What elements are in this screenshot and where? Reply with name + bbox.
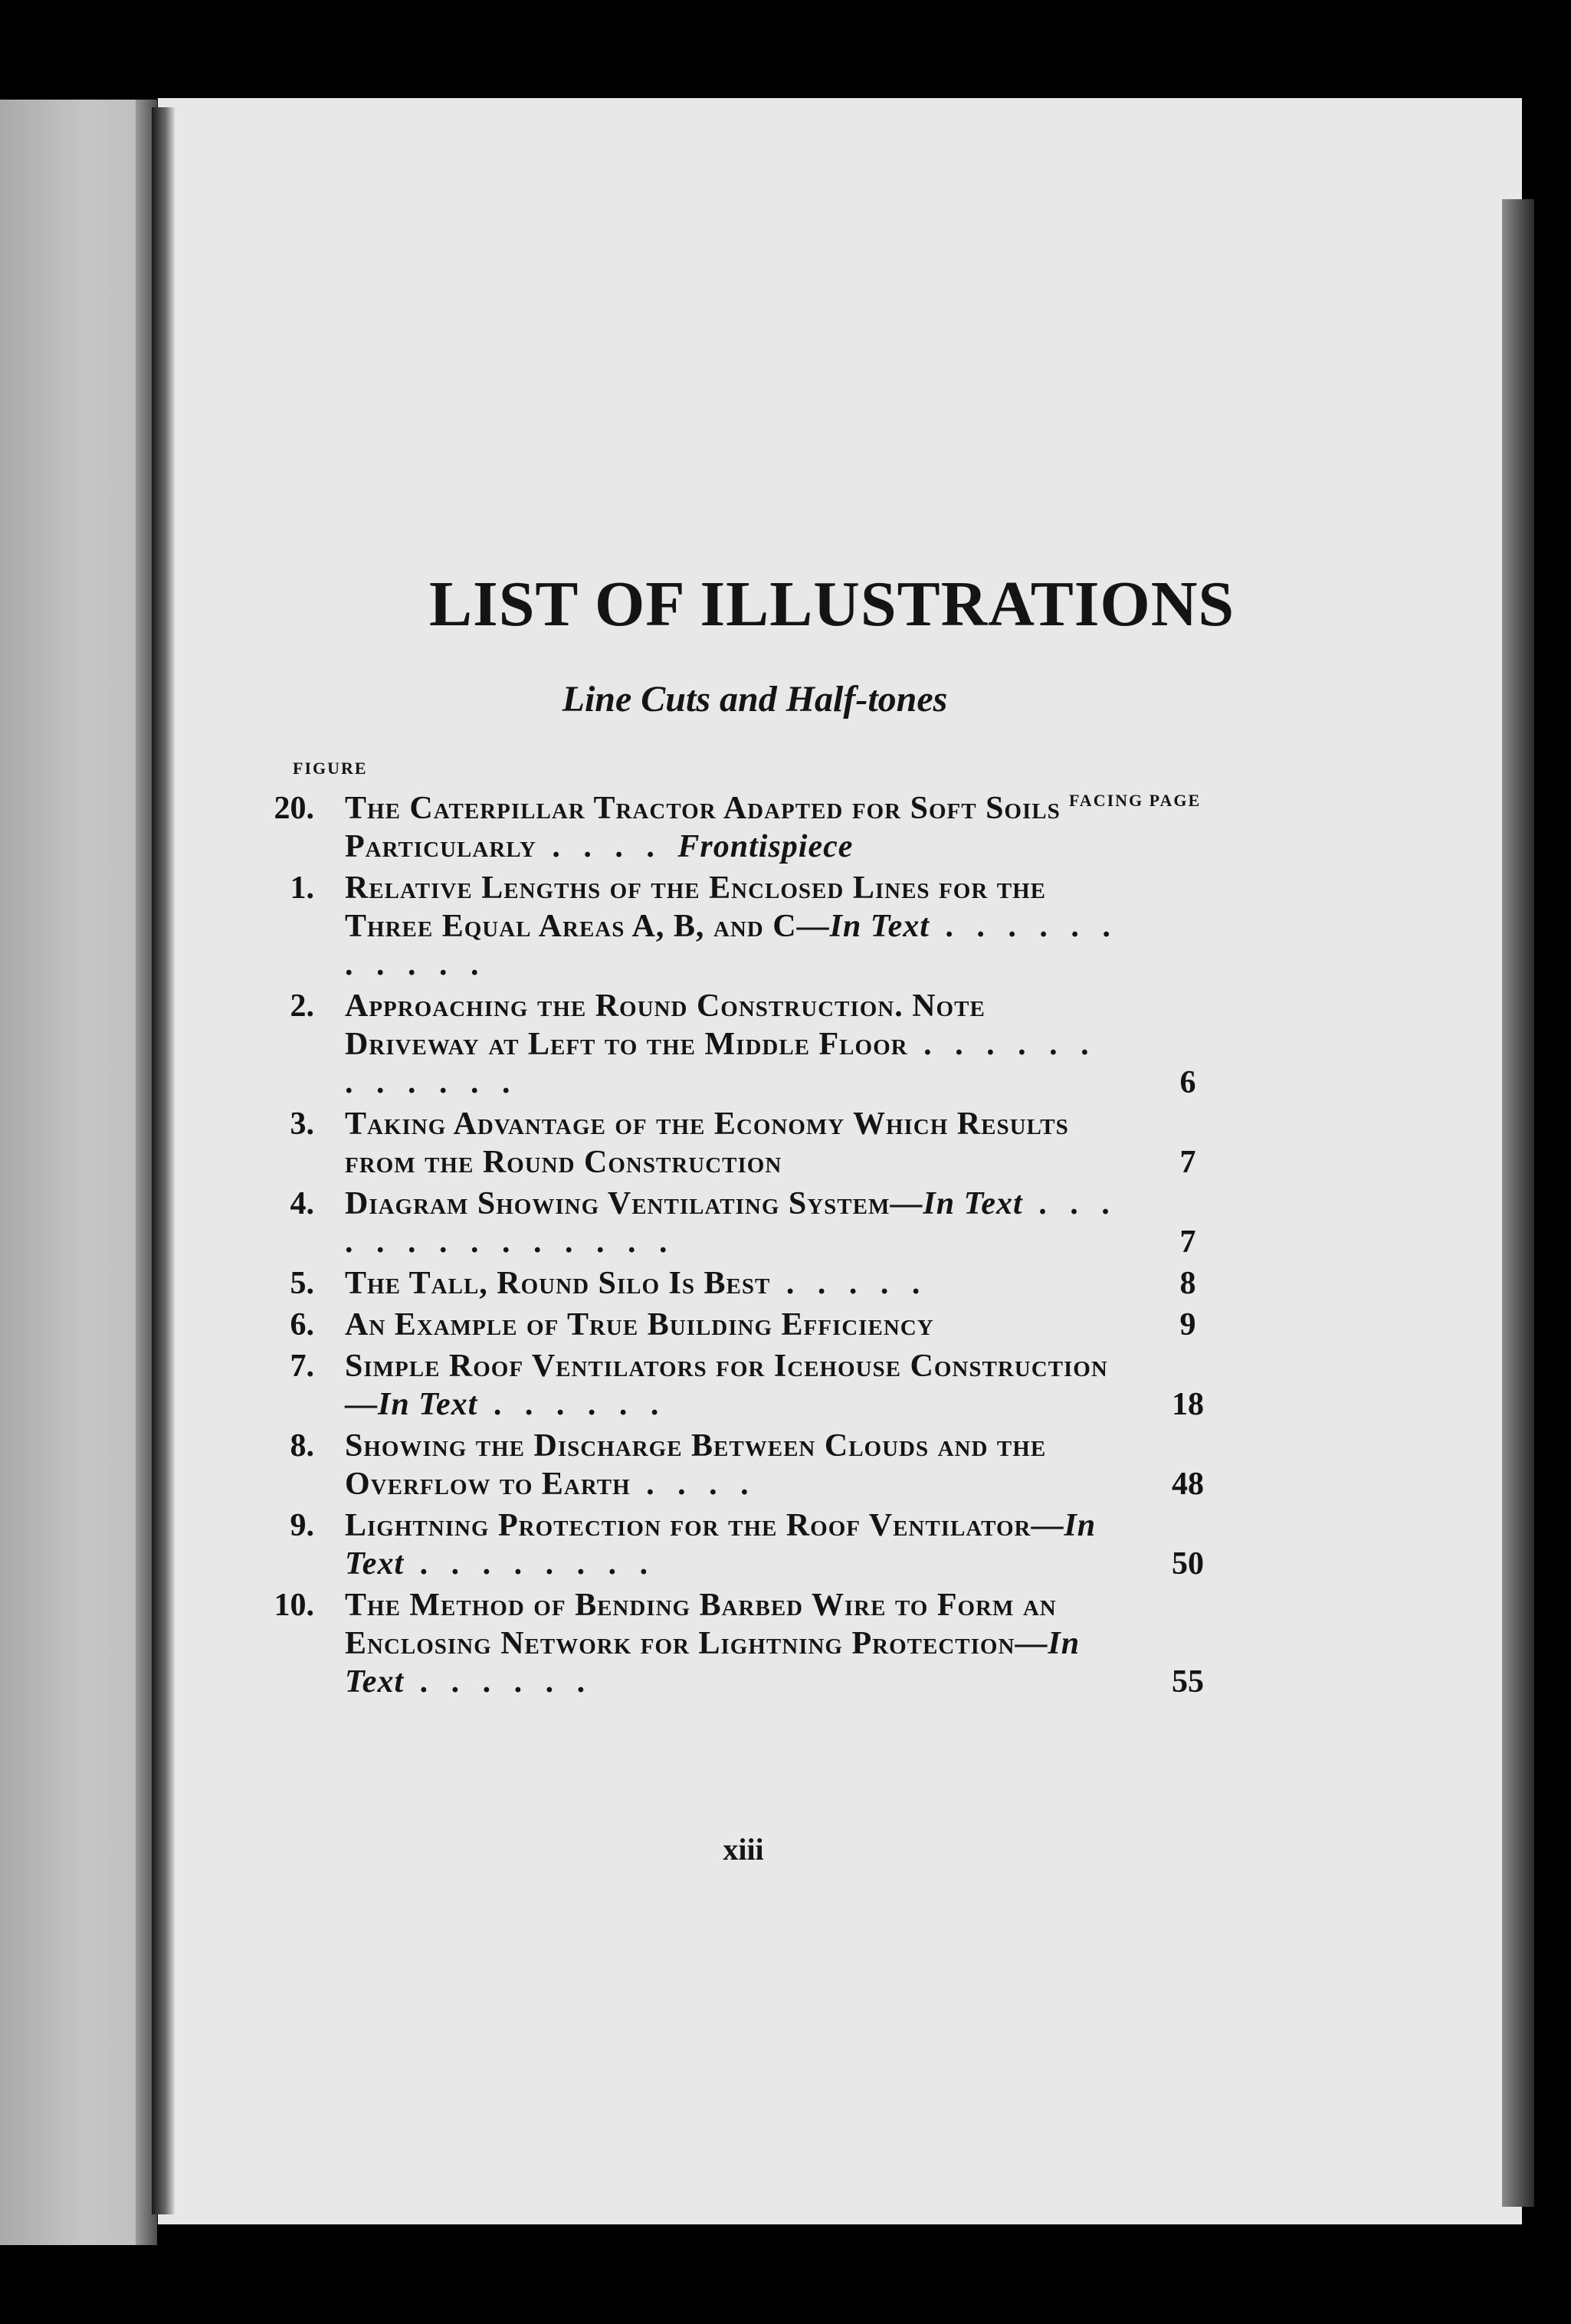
page-number: 8 (1179, 1266, 1196, 1301)
figure-number: 10. (274, 1588, 314, 1623)
figure-number: 9. (290, 1508, 314, 1543)
figure-number: 2. (290, 988, 314, 1024)
page-number: 6 (1179, 1065, 1196, 1100)
binding-edge (152, 107, 175, 2214)
list-item (238, 1586, 1234, 1701)
dot-leader: . . . . . . . . (404, 1546, 656, 1582)
page-number: 18 (1172, 1387, 1204, 1422)
figure-number: 3. (290, 1106, 314, 1142)
folio-page-number: xiii (723, 1832, 764, 1867)
figure-number: 6. (290, 1307, 314, 1342)
list-item (238, 1427, 1234, 1503)
entry-title: Lightning Protection for the Roof Ventilator— (345, 1508, 1064, 1543)
entry-title: An Example of True Building Efficiency (345, 1307, 934, 1342)
page-number: 48 (1172, 1467, 1204, 1502)
page-stack-edge (1502, 199, 1534, 2207)
entry-note: Frontispiece (677, 829, 854, 864)
figure-number: 8. (290, 1428, 314, 1464)
entry-title: Relative Lengths of the Enclosed Lines for the Three Equal Areas A, B, and C— (345, 870, 1047, 944)
entry-title: The Method of Bending Barbed Wire to Form an Enclosing Network for Lightning Protection— (345, 1588, 1057, 1661)
list-item (238, 1506, 1234, 1583)
entry-title: Taking Advantage of the Economy Which Results from the Round Construction (345, 1106, 1069, 1180)
illustrations-list (238, 789, 1234, 1704)
list-item (238, 869, 1234, 984)
entry-title: Showing the Discharge Between Clouds and the Overflow to Earth (345, 1428, 1047, 1502)
list-item (238, 1264, 1234, 1303)
list-item (238, 1347, 1234, 1424)
list-item (238, 789, 1234, 866)
list-item (238, 1105, 1234, 1182)
dot-leader: . . . . (536, 829, 678, 864)
entry-note: In Text (378, 1387, 478, 1422)
dot-leader: . . . . . . . . . . . . (345, 1027, 1097, 1100)
dot-leader: . . . . . . (477, 1387, 667, 1422)
entry-title: The Tall, Round Silo Is Best (345, 1266, 771, 1301)
page-subtitle: Line Cuts and Half-tones (562, 679, 948, 719)
entry-title: Simple Roof Ventilators for Icehouse Construction— (345, 1349, 1108, 1422)
figure-number: 5. (290, 1266, 314, 1301)
figure-number: 1. (290, 870, 314, 906)
entry-title: The Caterpillar Tractor Adapted for Soft Soils Particularly (345, 791, 1061, 864)
left-page (0, 100, 157, 2245)
figure-number: 7. (290, 1349, 314, 1384)
figure-number: 20. (274, 791, 314, 826)
list-item (238, 1185, 1234, 1261)
list-item (238, 987, 1234, 1102)
entry-note: In Text (829, 909, 930, 944)
dot-leader: . . . . (630, 1467, 756, 1502)
page-title: LIST OF ILLUSTRATIONS (429, 569, 1235, 640)
entry-note: In Text (345, 1508, 1097, 1582)
entry-note: In Text (345, 1626, 1081, 1700)
page-number: 55 (1172, 1664, 1204, 1700)
figure-number: 4. (290, 1186, 314, 1221)
page-number: 9 (1179, 1307, 1196, 1342)
dot-leader: . . . . . (770, 1266, 928, 1301)
page-number: 7 (1179, 1224, 1196, 1260)
page-number: 7 (1179, 1145, 1196, 1180)
dot-leader: . . . . . . (404, 1664, 593, 1700)
entry-title: Diagram Showing Ventilating System— (345, 1186, 923, 1221)
entry-title: Approaching the Round Construction. Note Driveway at Left to the Middle Floor (345, 988, 986, 1062)
entry-note: In Text (923, 1186, 1023, 1221)
figure-column-header: FIGURE (293, 759, 368, 778)
page-number: 50 (1172, 1546, 1204, 1582)
facing-page-column-header: FACING PAGE (1069, 791, 1202, 810)
dot-leader: . . . . . . . . . . . . . . (345, 1186, 1117, 1260)
dot-leader: . . . . . . . . . . . (345, 909, 1118, 982)
list-item (238, 1306, 1234, 1344)
